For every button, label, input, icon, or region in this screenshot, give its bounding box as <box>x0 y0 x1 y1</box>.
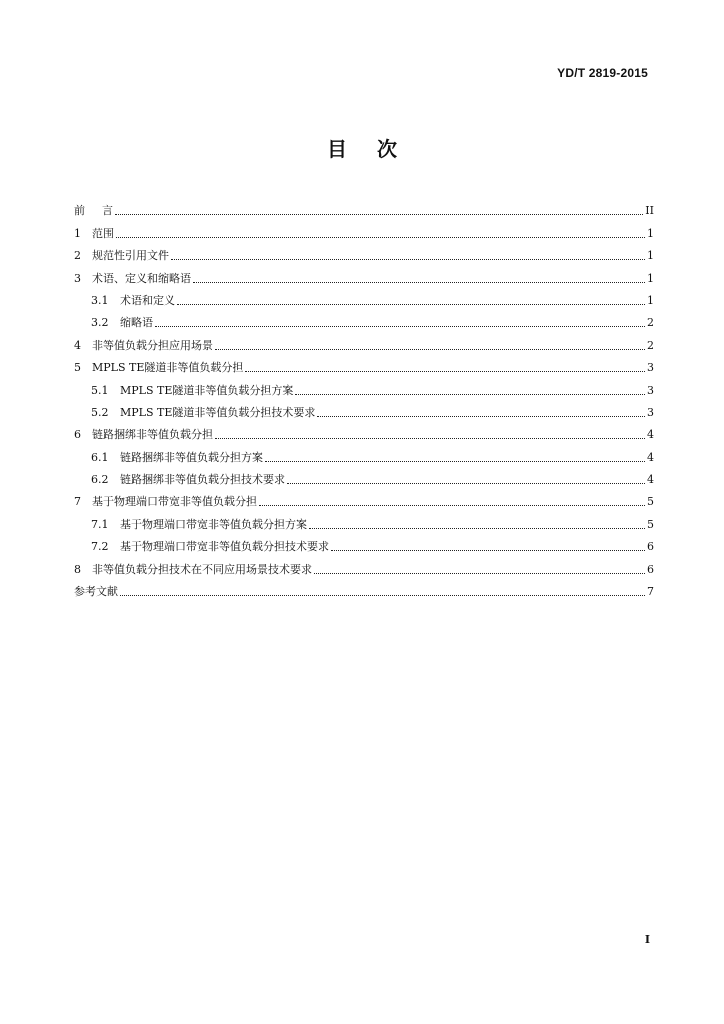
toc-entry-title: 链路捆绑非等值负载分担技术要求 <box>120 473 285 487</box>
toc-entry-title: 言 <box>102 204 113 218</box>
toc-entry-number: 2 <box>74 249 81 263</box>
page-title: 目次 <box>327 137 427 161</box>
toc-entry-7[interactable] <box>74 487 654 509</box>
toc-entry-6-1[interactable] <box>74 442 654 464</box>
toc-entry-page: 1 <box>647 271 654 285</box>
toc-leader-dots <box>120 595 645 596</box>
toc-entry-6[interactable] <box>74 420 654 442</box>
toc-entry-number: 3.2 <box>91 316 109 330</box>
toc-entry-number: 前 <box>74 204 85 218</box>
toc-entry-number: 5 <box>74 361 81 375</box>
toc-entry-title: 链路捆绑非等值负载分担方案 <box>120 450 263 464</box>
toc-entry-1[interactable] <box>74 218 654 240</box>
toc-entry-page: 4 <box>647 473 654 487</box>
toc-entry-7-2[interactable] <box>74 532 654 554</box>
toc-entry-2[interactable] <box>74 241 654 263</box>
page-number: I <box>644 933 650 946</box>
toc-leader-dots <box>295 394 645 395</box>
toc-entry-page: 2 <box>647 338 654 352</box>
toc-entry-7-1[interactable] <box>74 509 654 531</box>
toc-leader-dots <box>215 438 645 439</box>
toc-entry-title: 参考文献 <box>74 585 118 599</box>
toc-entry-foreword[interactable] <box>74 196 654 218</box>
toc-entry-number: 8 <box>74 562 81 576</box>
toc-entry-page: 4 <box>647 450 654 464</box>
toc-entry-3[interactable] <box>74 263 654 285</box>
toc-entry-number: 4 <box>74 338 81 352</box>
toc-entry-bibliography[interactable] <box>74 577 654 599</box>
toc-entry-number: 7 <box>74 495 81 509</box>
toc-entry-title: 缩略语 <box>120 316 153 330</box>
toc-leader-dots <box>317 416 645 417</box>
toc-entry-5[interactable] <box>74 353 654 375</box>
toc-entry-title: 基于物理端口带宽非等值负载分担方案 <box>120 517 307 531</box>
toc-entry-number: 1 <box>74 226 81 240</box>
toc-leader-dots <box>116 237 645 238</box>
toc-leader-dots <box>265 461 645 462</box>
toc-entry-page: 6 <box>647 540 654 554</box>
toc-entry-title: MPLS TE隧道非等值负载分担技术要求 <box>120 405 316 419</box>
toc-leader-dots <box>287 483 645 484</box>
toc-entry-page: II <box>645 204 654 218</box>
toc-entry-title: 基于物理端口带宽非等值负载分担 <box>92 495 257 509</box>
toc-leader-dots <box>215 349 645 350</box>
toc-entry-number: 6 <box>74 428 81 442</box>
toc-entry-4[interactable] <box>74 330 654 352</box>
toc-entry-page: 5 <box>647 517 654 531</box>
toc-entry-page: 6 <box>647 562 654 576</box>
toc-leader-dots <box>314 573 645 574</box>
toc-entry-title: 非等值负载分担技术在不同应用场景技术要求 <box>92 562 312 576</box>
toc-entry-title: MPLS TE隧道非等值负载分担方案 <box>120 383 294 397</box>
toc-entry-number: 7.2 <box>91 540 109 554</box>
toc-entry-title: MPLS TE隧道非等值负载分担 <box>92 361 244 375</box>
toc-entry-number: 7.1 <box>91 517 109 531</box>
toc-entry-3-1[interactable] <box>74 286 654 308</box>
toc-entry-page: 3 <box>647 383 654 397</box>
toc-entry-title: 术语、定义和缩略语 <box>92 271 191 285</box>
toc-entry-page: 1 <box>647 293 654 307</box>
toc-leader-dots <box>259 505 645 506</box>
toc-entry-number: 5.1 <box>91 383 109 397</box>
toc-entry-number: 3.1 <box>91 293 109 307</box>
toc-leader-dots <box>331 550 645 551</box>
toc-entry-page: 3 <box>647 405 654 419</box>
toc-entry-number: 6.1 <box>91 450 109 464</box>
toc-entry-page: 1 <box>647 226 654 240</box>
toc-leader-dots <box>309 528 645 529</box>
toc-entry-title: 基于物理端口带宽非等值负载分担技术要求 <box>120 540 329 554</box>
toc-entry-page: 4 <box>647 428 654 442</box>
toc-entry-3-2[interactable] <box>74 308 654 330</box>
toc-leader-dots <box>193 282 645 283</box>
toc-entry-page: 5 <box>647 495 654 509</box>
toc-entry-page: 3 <box>647 361 654 375</box>
toc-entry-title: 术语和定义 <box>120 293 175 307</box>
toc-leader-dots <box>245 371 645 372</box>
toc-entry-5-1[interactable] <box>74 375 654 397</box>
toc-entry-number: 6.2 <box>91 473 109 487</box>
toc-entry-title: 非等值负载分担应用场景 <box>92 338 213 352</box>
toc-leader-dots <box>155 326 645 327</box>
toc-leader-dots <box>171 259 645 260</box>
toc-entry-page: 7 <box>647 585 654 599</box>
toc-entry-number: 3 <box>74 271 81 285</box>
toc-entry-number: 5.2 <box>91 405 109 419</box>
standard-number: YD/T 2819-2015 <box>557 66 648 80</box>
toc-leader-dots <box>115 214 643 215</box>
toc-entry-page: 1 <box>647 249 654 263</box>
toc-entry-title: 规范性引用文件 <box>92 249 169 263</box>
toc-entry-title: 范围 <box>92 226 114 240</box>
toc-entry-title: 链路捆绑非等值负载分担 <box>92 428 213 442</box>
toc-leader-dots <box>177 304 645 305</box>
toc-entry-page: 2 <box>647 316 654 330</box>
toc-entry-8[interactable] <box>74 554 654 576</box>
toc-entry-6-2[interactable] <box>74 465 654 487</box>
table-of-contents <box>74 196 654 599</box>
toc-entry-5-2[interactable] <box>74 398 654 420</box>
